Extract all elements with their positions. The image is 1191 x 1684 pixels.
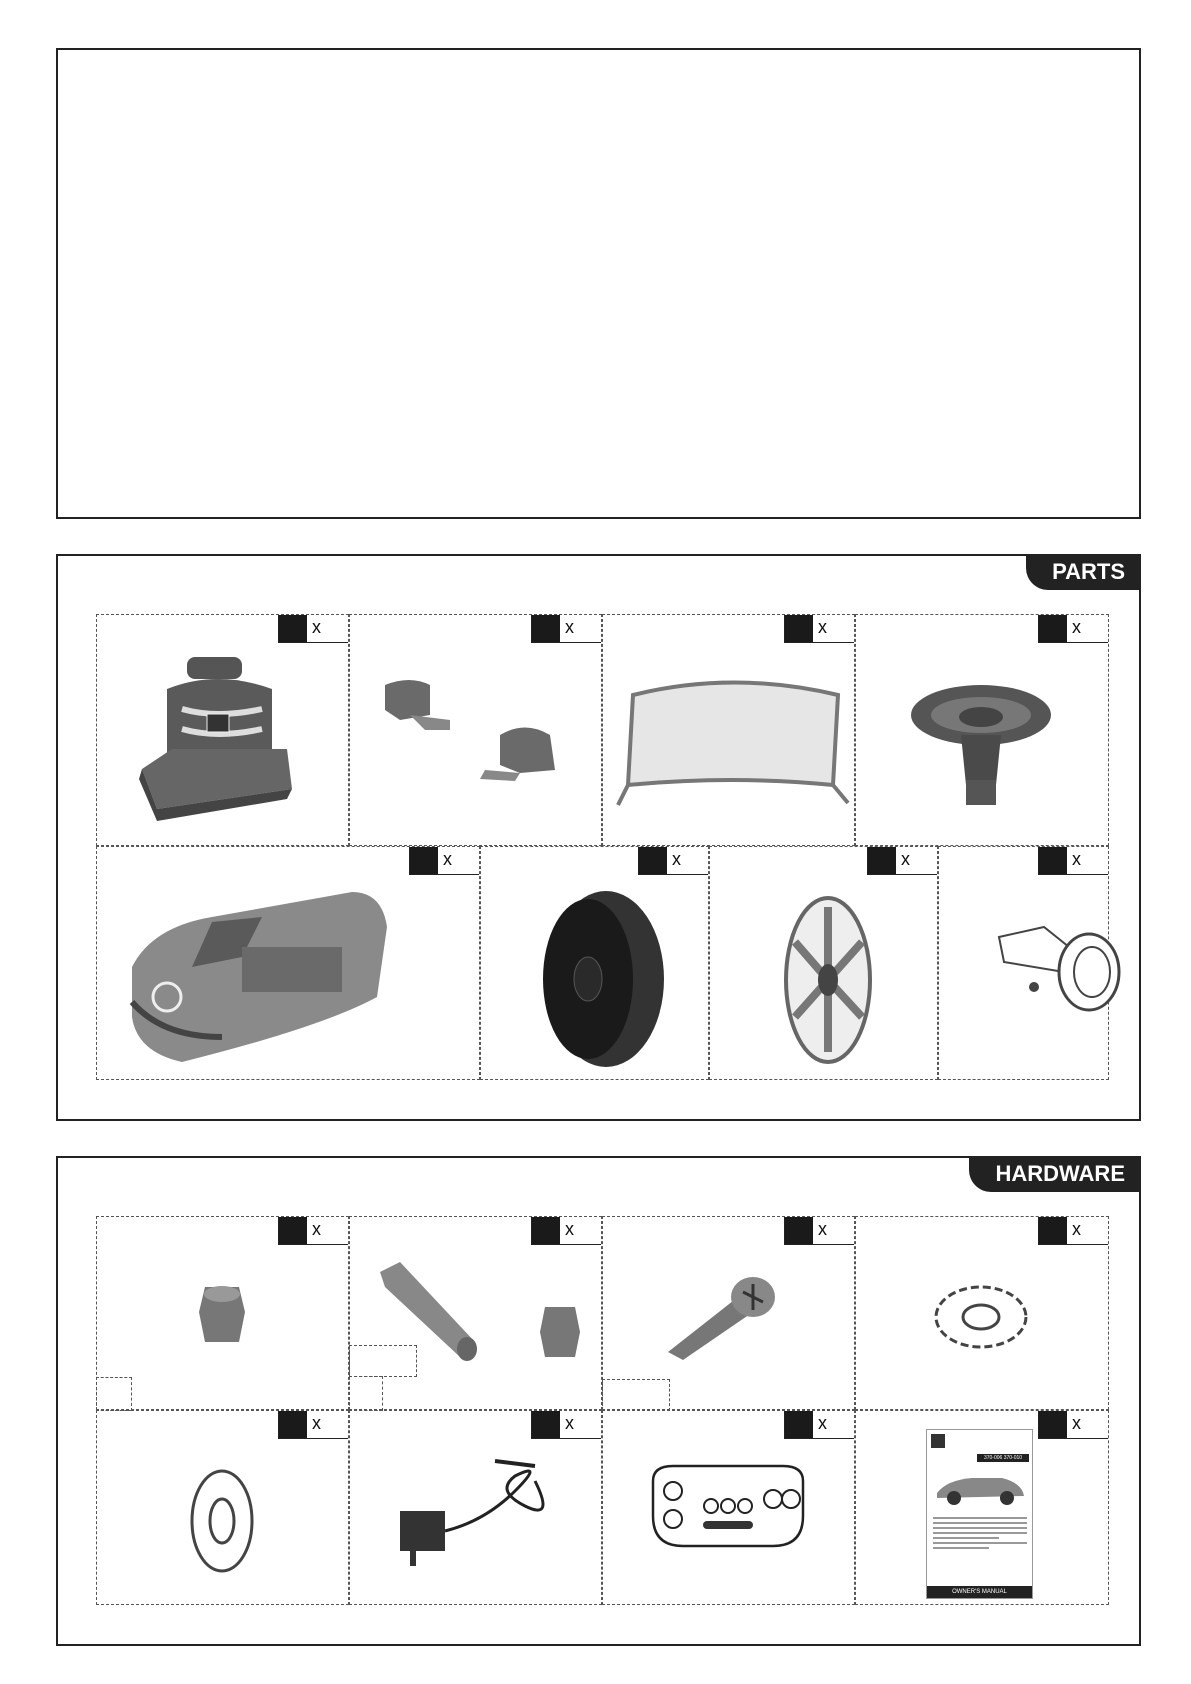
- part-hubcap: [709, 846, 938, 1080]
- remote-control-image: [643, 1461, 813, 1561]
- hardware-axle-bolt-and-nut: [349, 1216, 602, 1410]
- quantity-badge: x: [784, 615, 854, 643]
- sub-box: [349, 1376, 383, 1411]
- hardware-star-washer: [855, 1216, 1109, 1410]
- part-steering-wheel: [855, 614, 1109, 846]
- wheel-image: [536, 887, 666, 1072]
- quantity-badge: x: [1038, 1217, 1108, 1245]
- quantity-badge: x: [531, 615, 601, 643]
- quantity-badge: x: [531, 1411, 601, 1439]
- part-seat: [96, 614, 349, 846]
- parts-panel: [56, 554, 1141, 1121]
- hardware-charger: [349, 1410, 602, 1605]
- windshield-image: [613, 675, 853, 815]
- part-windshield: [602, 614, 855, 846]
- sub-box: [602, 1379, 670, 1411]
- quantity-badge: x: [1038, 615, 1108, 643]
- charger-image: [395, 1451, 565, 1581]
- part-side-mirrors: [349, 614, 602, 846]
- parts-tab: PARTS: [1026, 554, 1141, 590]
- hardware-tab: HARDWARE: [969, 1156, 1141, 1192]
- manual-text-block: [933, 1514, 1027, 1569]
- star-washer-image: [931, 1282, 1031, 1352]
- quantity-badge: x: [278, 615, 348, 643]
- quantity-badge: x: [638, 847, 708, 875]
- lock-nut-image: [197, 1282, 247, 1347]
- part-wheel: [480, 846, 709, 1080]
- manual-code: 370-006 370-010: [977, 1454, 1029, 1462]
- hardware-flat-washer: [96, 1410, 349, 1605]
- car-photo: [932, 1468, 1028, 1508]
- quantity-badge: x: [1038, 847, 1108, 875]
- side-mirrors-image: [380, 675, 580, 805]
- hubcap-image: [780, 892, 875, 1067]
- logo: [931, 1434, 945, 1448]
- hardware-lock-nut: [96, 1216, 349, 1410]
- quantity-badge: x: [784, 1217, 854, 1245]
- quantity-badge: x: [278, 1411, 348, 1439]
- hardware-panel: [56, 1156, 1141, 1646]
- part-car-body: [96, 846, 480, 1080]
- sub-box: [96, 1377, 132, 1411]
- manual-cover: [926, 1429, 1033, 1599]
- hardware-remote-control: [602, 1410, 855, 1605]
- quantity-badge: x: [867, 847, 937, 875]
- screw-image: [663, 1272, 783, 1362]
- seat-image: [127, 649, 302, 824]
- quantity-badge: x: [531, 1217, 601, 1245]
- quantity-badge: x: [409, 847, 479, 875]
- hardware-owners-manual: [855, 1410, 1109, 1605]
- car-body-image: [122, 887, 422, 1067]
- flat-washer-image: [187, 1466, 257, 1576]
- quantity-badge: x: [278, 1217, 348, 1245]
- blank-frame: [56, 48, 1141, 519]
- steering-column-image: [994, 917, 1124, 1017]
- part-steering-column: [938, 846, 1109, 1080]
- steering-wheel-image: [901, 675, 1061, 815]
- quantity-badge: x: [784, 1411, 854, 1439]
- hardware-screw: [602, 1216, 855, 1410]
- manual-footer: OWNER'S MANUAL: [927, 1586, 1032, 1598]
- sub-box: [349, 1345, 417, 1377]
- quantity-badge: x: [1038, 1411, 1108, 1439]
